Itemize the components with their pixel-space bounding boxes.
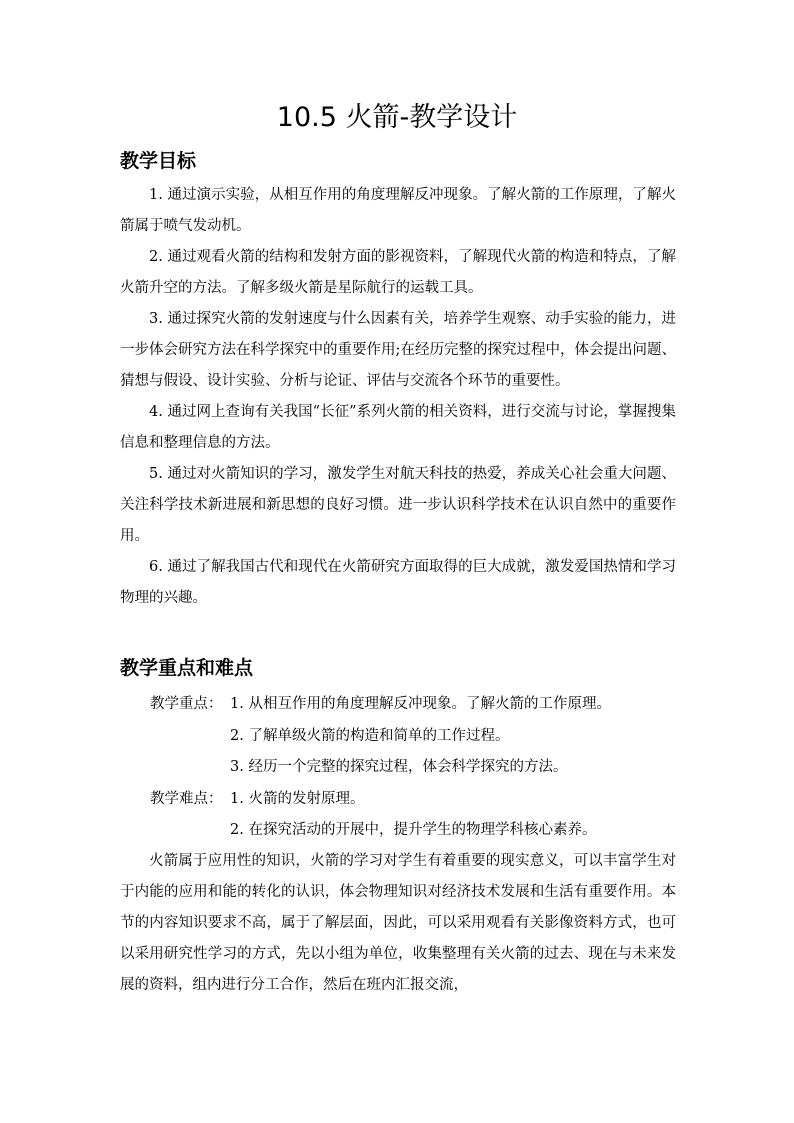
objective-item: 5. 通过对火箭知识的学习，激发学生对航天科技的热爱，养成关心社会重大问题、关注科学技术新进展和新思想的良好习惯。进一步认识科学技术在认识自然中的重要作用。: [120, 466, 676, 544]
difficulty-point-row: [150, 815, 690, 847]
objective-item: 3. 通过探究火箭的发射速度与什么因素有关，培养学生观察、动手实验的能力，进一步体会研究方法在科学探究中的重要作用;在经历完整的探究过程中，体会提出问题、猜想与假设、设计实验、分析与论证、评估与交流各个环节的重要性。: [120, 311, 676, 389]
objective-item: 6. 通过了解我国古代和现代在火箭研究方面取得的巨大成就，激发爱国热情和学习物理的兴趣。: [120, 559, 676, 606]
focus-list: [150, 689, 690, 847]
teaching-approach-paragraph: [120, 846, 676, 1001]
key-points-label: 教学重点：: [150, 696, 223, 712]
key-point-row: [150, 752, 690, 784]
key-point: 2. 了解单级火箭的构造和简单的工作过程。: [230, 727, 510, 744]
key-point-row: [150, 721, 690, 753]
paragraph-text: 火箭属于应用性的知识，火箭的学习对学生有着重要的现实意义，可以丰富学生对于内能的应用和能的转化的认识，体会物理知识对经济技术发展和生活有重要作用。本节的内容知识要求不高，属于了解层面，因此，可以采用观看有关影像资料方式，也可以采用研究性学习的方式，先以小组为单位，收集整理有关火箭的过去、现在与未来发展的资料，组内进行分工合作，然后在班内汇报交流，: [120, 853, 676, 993]
difficulty-point: 2. 在探究活动的开展中，提升学生的物理学科核心素养。: [230, 822, 597, 839]
key-point: 3. 经历一个完整的探究过程，体会科学探究的方法。: [230, 759, 568, 776]
key-point: 1. 从相互作用的角度理解反冲现象。了解火箭的工作原理。: [230, 696, 611, 712]
objective-item: 1. 通过演示实验，从相互作用的角度理解反冲现象。了解火箭的工作原理，了解火箭属于喷气发动机。: [120, 187, 676, 234]
difficulty-point: 1. 火箭的发射原理。: [230, 790, 365, 807]
difficulty-points-label: 教学难点：: [150, 790, 223, 807]
objective-item: 4. 通过网上查询有关我国“长征”系列火箭的相关资料，进行交流与讨论，掌握搜集信息和整理信息的方法。: [120, 404, 676, 451]
focus-heading: 教学重点和难点: [120, 657, 254, 679]
objectives-list: [120, 180, 676, 614]
objectives-heading: 教学目标: [120, 150, 197, 172]
key-point-row: [150, 689, 690, 721]
difficulty-point-row: [150, 784, 690, 816]
objective-item: 2. 通过观看火箭的结构和发射方面的影视资料，了解现代火箭的构造和特点，了解火箭升空的方法。了解多级火箭是星际航行的运载工具。: [120, 249, 676, 296]
document-title: 10.5 火箭-教学设计: [276, 102, 518, 133]
